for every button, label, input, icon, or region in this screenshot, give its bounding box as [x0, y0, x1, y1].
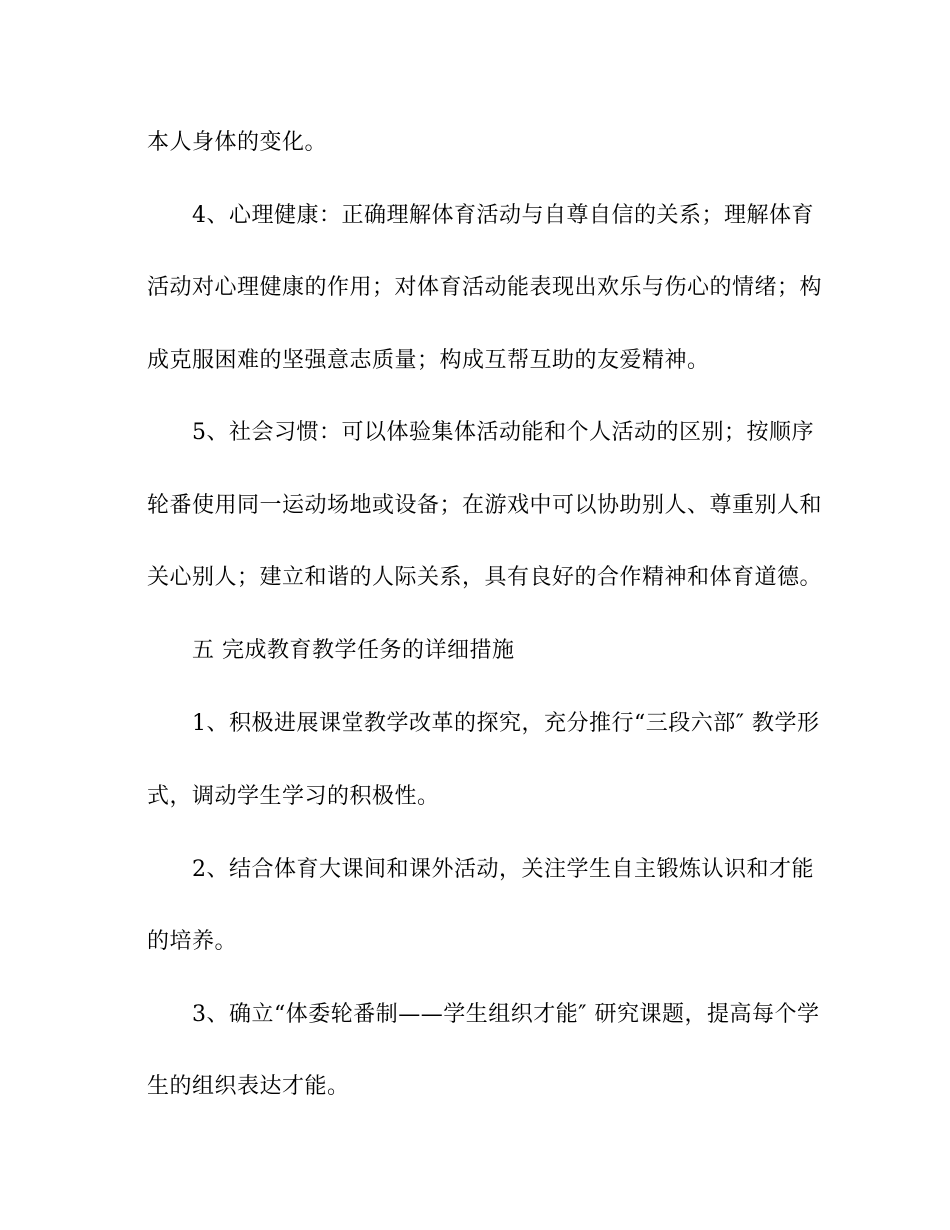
paragraph-line: 成克服困难的坚强意志质量；构成互帮互助的友爱精神。 [147, 348, 710, 373]
paragraph-line: 关心别人；建立和谐的人际关系，具有良好的合作精神和体育道德。 [147, 565, 823, 590]
paragraph-line: 的培养。 [147, 929, 238, 954]
paragraph-line: 2、结合体育大课间和课外活动，关注学生自主锻炼认识和才能 [192, 857, 814, 882]
paragraph-line: 1、积极进展课堂教学改革的探究，充分推行“三段六部″ 教学形 [192, 711, 820, 736]
paragraph-line: 轮番使用同一运动场地或设备；在游戏中可以协助别人、尊重别人和 [147, 493, 823, 518]
paragraph-line: 生的组织表达才能。 [147, 1074, 350, 1099]
paragraph-line: 5、社会习惯：可以体验集体活动能和个人活动的区别；按顺序 [192, 420, 814, 445]
section-heading: 五 完成教育教学任务的详细措施 [192, 638, 515, 663]
paragraph-line: 活动对心理健康的作用；对体育活动能表现出欢乐与伤心的情绪；构 [147, 275, 823, 300]
paragraph-line: 本人身体的变化。 [147, 130, 328, 155]
paragraph-line: 3、确立“体委轮番制——学生组织才能″ 研究课题，提高每个学 [192, 1002, 820, 1027]
paragraph-line: 4、心理健康：正确理解体育活动与自尊自信的关系；理解体育 [192, 203, 814, 228]
paragraph-line: 式，调动学生学习的积极性。 [147, 784, 440, 809]
